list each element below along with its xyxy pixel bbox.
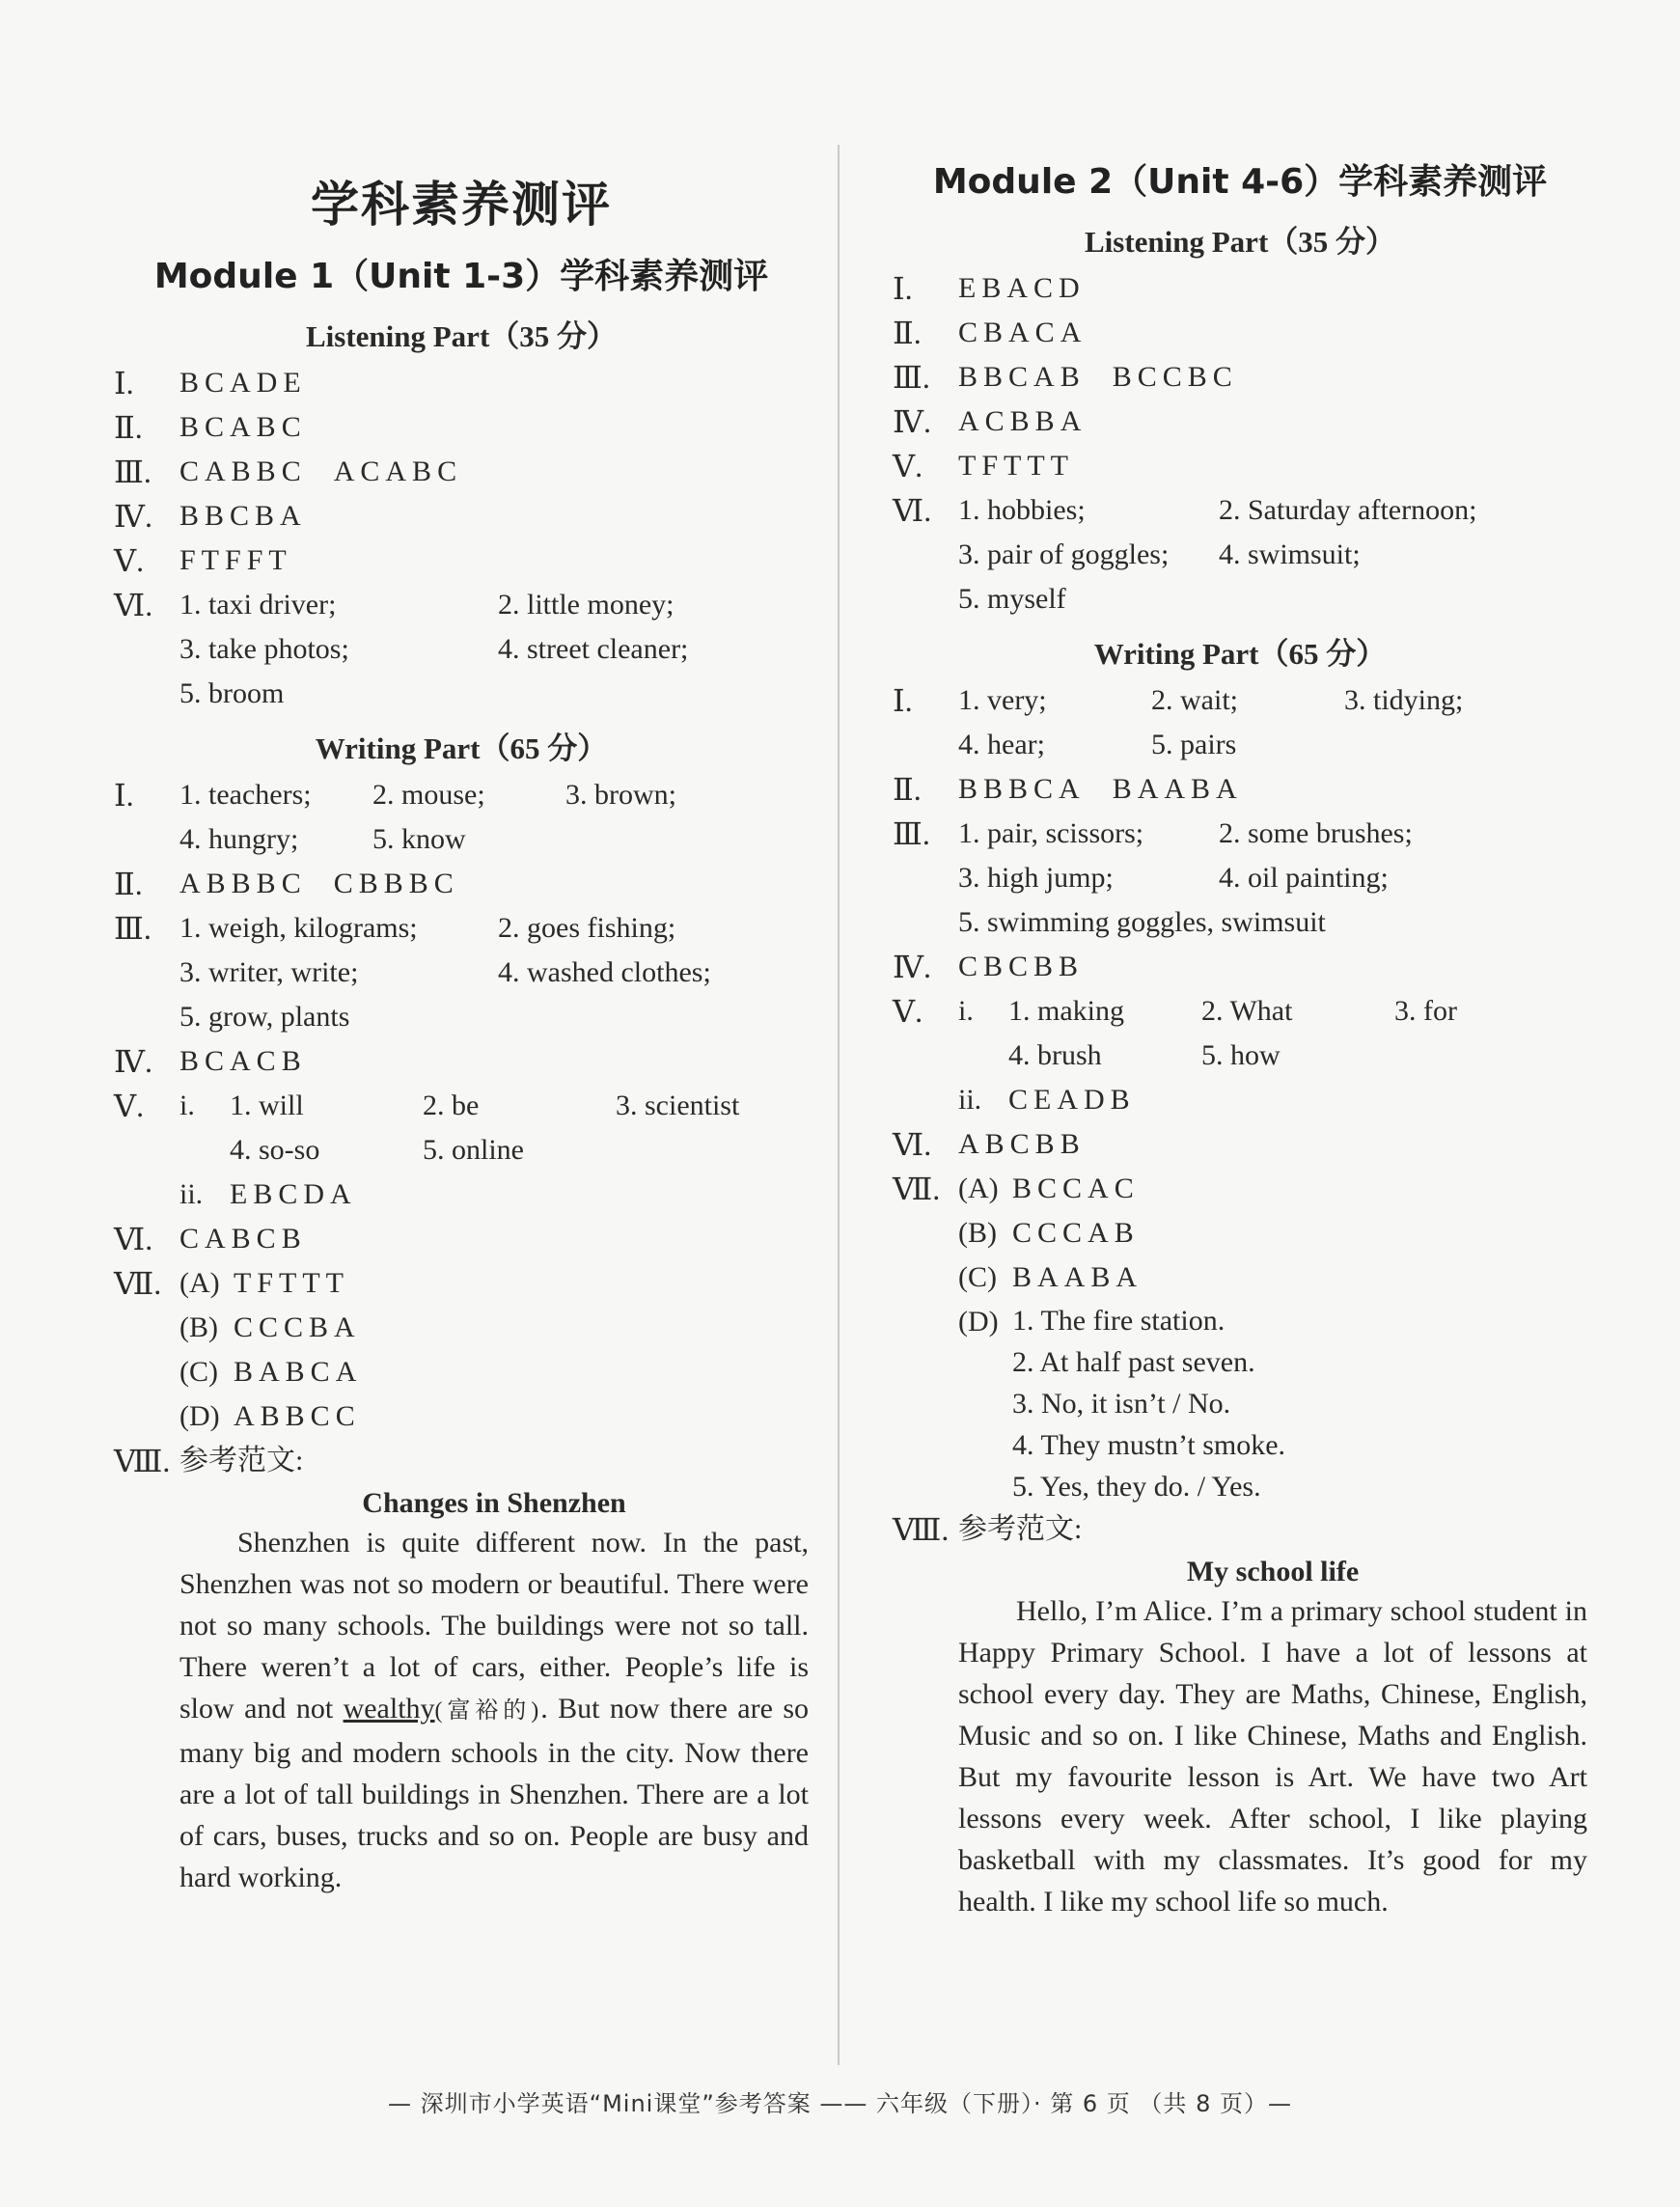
answer-text: CBBBC <box>333 868 459 899</box>
answer-item: 3. writer, write; <box>179 956 359 988</box>
question-number: Ⅲ. <box>893 816 930 851</box>
answer-item: 5. broom <box>179 677 285 709</box>
answer-item: 3. take photos; <box>179 633 349 665</box>
answer-text: CABCB <box>179 1223 307 1255</box>
answer-text: BBBCA <box>958 773 1086 805</box>
answer-row <box>114 1439 809 1483</box>
answer-item: 1. pair, scissors; <box>958 817 1144 849</box>
question-number: Ⅴ. <box>114 1089 145 1123</box>
question-number: Ⅶ. <box>114 1266 162 1301</box>
answer-text: BCABC <box>179 411 307 443</box>
answer-item: 1. The fire station. <box>1012 1305 1226 1337</box>
part-label: (D) <box>179 1400 220 1432</box>
answer-item: 3. scientist <box>616 1090 740 1121</box>
question-number: Ⅳ. <box>114 499 152 534</box>
module2-title: Module 2（Unit 4-6）学科素养测评 <box>932 162 1548 202</box>
sub-question-number: i. <box>179 1090 195 1121</box>
sample-essay <box>958 1556 1587 1922</box>
answer-item: 3. brown; <box>565 779 676 811</box>
answer-text: BBCBA <box>179 500 307 532</box>
essay-body: Hello, I’m Alice. I’m a primary school student in Happy Primary School. I have a lot of lessons at school every day. They are Maths, Chinese, English, Music and so on. I like Chinese, Maths and English. But my favourite lesson is Art. We have two Art lessons every week. After school, I like playing basketball with my classmates. It’s good for my health. I like my school life so much. <box>958 1595 1587 1917</box>
answer-item: 1. will <box>230 1090 304 1121</box>
part-label: (B) <box>179 1311 218 1343</box>
module1-listening-title: Listening Part（35 分） <box>305 319 618 353</box>
answer-item: 4. They mustn’t smoke. <box>1012 1429 1286 1461</box>
answer-text: BAABA <box>1112 773 1243 805</box>
answer-item: 1. taxi driver; <box>179 589 337 621</box>
answer-item: 2. What <box>1201 995 1293 1027</box>
sub-question-number: ii. <box>179 1178 204 1210</box>
answer-item: 5. online <box>423 1134 524 1166</box>
question-number: Ⅰ. <box>114 778 134 813</box>
sample-essay <box>179 1487 809 1898</box>
question-number: Ⅲ. <box>114 911 151 946</box>
question-number: Ⅱ. <box>893 772 922 807</box>
answer-text: ABBBC <box>179 868 307 899</box>
answer-text: EBCDA <box>230 1178 357 1210</box>
answer-item: 2. little money; <box>498 589 675 621</box>
right-column <box>893 145 1587 1922</box>
answer-item: 4. washed clothes; <box>498 956 711 988</box>
module2-listening-title: Listening Part（35 分） <box>1084 225 1396 259</box>
answer-item: 5. myself <box>958 583 1066 615</box>
answer-text: EBACD <box>958 272 1086 304</box>
answer-row <box>114 862 809 906</box>
answer-text: ABCBB <box>958 1128 1086 1160</box>
part-label: (A) <box>958 1172 999 1204</box>
question-number: Ⅱ. <box>114 867 143 901</box>
page-title: 学科素养测评 <box>311 177 612 233</box>
answer-text: BAABA <box>1012 1261 1143 1293</box>
answer-text: ACABC <box>333 455 463 487</box>
answer-item: 1. teachers; <box>179 779 312 811</box>
answer-item: 3. high jump; <box>958 862 1114 894</box>
part-label: (D) <box>958 1306 999 1338</box>
answer-item: 2. goes fishing; <box>498 912 676 944</box>
answer-text: FTFFT <box>179 544 292 576</box>
answer-item: 3. No, it isn’t / No. <box>1012 1388 1231 1420</box>
answer-row <box>893 1507 1587 1552</box>
answer-row <box>114 405 809 450</box>
answer-row <box>893 1167 1587 1507</box>
answer-text: CBCBB <box>958 951 1085 982</box>
answer-item: 5. Yes, they do. / Yes. <box>1012 1471 1261 1503</box>
question-number: Ⅵ. <box>893 493 932 528</box>
word-gloss: (富裕的) <box>434 1698 541 1724</box>
question-number: Ⅰ. <box>893 271 913 306</box>
question-number: Ⅴ. <box>114 543 145 578</box>
answer-item: 2. At half past seven. <box>1012 1346 1255 1378</box>
answer-row <box>114 1039 809 1084</box>
question-number: Ⅲ. <box>114 455 151 489</box>
answer-text: CCCAB <box>1012 1217 1140 1249</box>
question-number: Ⅳ. <box>893 950 931 984</box>
question-number: Ⅱ. <box>114 410 143 445</box>
answer-item: 2. Saturday afternoon; <box>1219 494 1477 526</box>
answer-row <box>114 1261 809 1439</box>
answer-row <box>114 494 809 538</box>
answer-row <box>893 945 1587 989</box>
answer-item: 5. grow, plants <box>179 1001 350 1033</box>
answer-row <box>893 767 1587 812</box>
answer-row <box>114 1217 809 1261</box>
question-number: Ⅳ. <box>893 404 931 439</box>
sub-question-number: ii. <box>958 1084 982 1116</box>
part-label: (C) <box>179 1356 218 1388</box>
answer-item: 1. weigh, kilograms; <box>179 912 418 944</box>
answer-row <box>114 538 809 583</box>
answer-text: BCCBC <box>1112 361 1238 393</box>
sample-essay-label: 参考范文: <box>179 1445 304 1476</box>
answer-item: 3. pair of goggles; <box>958 538 1170 570</box>
answer-item: 4. swimsuit; <box>1219 538 1361 570</box>
sub-question-number: i. <box>958 995 974 1027</box>
question-number: Ⅲ. <box>893 360 930 395</box>
answer-item: 1. very; <box>958 684 1047 716</box>
answer-item: 2. be <box>423 1090 480 1121</box>
module2-writing-title: Writing Part（65 分） <box>1093 637 1387 671</box>
answer-item: 4. hear; <box>958 729 1045 760</box>
answer-row <box>893 444 1587 488</box>
answer-item: 1. making <box>1008 995 1124 1027</box>
answer-item: 5. how <box>1201 1039 1281 1071</box>
answer-item: 5. know <box>372 823 466 855</box>
essay-title: Changes in Shenzhen <box>362 1487 626 1519</box>
answer-row <box>893 488 1587 621</box>
answer-row <box>893 266 1587 311</box>
essay-body: Shenzhen is quite different now. In the past, Shenzhen was not so modern or beautiful. There were not so many schools. The buildings were not so tall. There weren’t a lot of cars, either. People’s life is slow and not wealthy(富裕的). But now there are so many big and modern schools in the city. Now there are a lot of tall buildings in Shenzhen. There are a lot of cars, buses, trucks and so on. People are busy and hard working. <box>179 1527 810 1893</box>
answer-item: 2. wait; <box>1151 684 1238 716</box>
question-number: Ⅰ. <box>893 683 913 718</box>
question-number: Ⅳ. <box>114 1044 152 1079</box>
answer-item: 1. hobbies; <box>958 494 1086 526</box>
answer-text: TFTTT <box>234 1267 349 1299</box>
column-divider <box>838 145 840 2065</box>
answer-text: CBACA <box>958 317 1088 348</box>
answer-row <box>893 400 1587 444</box>
answer-item: 2. some brushes; <box>1219 817 1413 849</box>
question-number: Ⅵ. <box>114 1222 153 1256</box>
part-label: (C) <box>958 1261 997 1293</box>
answer-row <box>893 678 1587 767</box>
question-number: Ⅵ. <box>893 1127 932 1162</box>
answer-row <box>893 812 1587 945</box>
answer-text: ACBBA <box>958 405 1088 437</box>
answer-text: CEADB <box>1008 1084 1136 1116</box>
answer-text: BCADE <box>179 367 307 399</box>
part-label: (A) <box>179 1267 220 1299</box>
question-number: Ⅴ. <box>893 994 923 1029</box>
answer-text: BCACB <box>179 1045 307 1077</box>
answer-item: 4. so-so <box>230 1134 320 1166</box>
answer-item: 5. pairs <box>1151 729 1237 760</box>
answer-row <box>114 450 809 494</box>
answer-row <box>893 989 1587 1122</box>
module1-writing-title: Writing Part（65 分） <box>315 731 608 765</box>
answer-item: 3. for <box>1394 995 1457 1027</box>
page-footer: — 深圳市小学英语“Mini课堂”参考答案 —— 六年级（下册）· 第 6 页 （共 8 页）— <box>388 2090 1292 2117</box>
sample-essay-label: 参考范文: <box>958 1513 1083 1545</box>
answer-text: CCCBA <box>234 1311 361 1343</box>
answer-row <box>893 355 1587 400</box>
module1-title: Module 1（Unit 1-3）学科素养测评 <box>153 257 769 296</box>
answer-text: CABBC <box>179 455 307 487</box>
question-number: Ⅵ. <box>114 588 153 622</box>
left-column <box>114 145 809 1898</box>
answer-row <box>114 1084 809 1217</box>
part-label: (B) <box>958 1217 997 1249</box>
answer-text: TFTTT <box>958 450 1074 482</box>
answer-row <box>114 361 809 405</box>
question-number: Ⅰ. <box>114 366 134 400</box>
answer-text: BBCAB <box>958 361 1086 393</box>
answer-item: 4. street cleaner; <box>498 633 689 665</box>
question-number: Ⅱ. <box>893 316 922 350</box>
answer-item: 4. hungry; <box>179 823 299 855</box>
answer-text: BCCAC <box>1012 1172 1140 1204</box>
question-number: Ⅴ. <box>893 449 923 483</box>
answer-item: 5. swimming goggles, swimsuit <box>958 906 1326 938</box>
answer-item: 4. oil painting; <box>1219 862 1389 894</box>
answer-text: ABBCC <box>234 1400 361 1432</box>
question-number: Ⅷ. <box>114 1444 171 1478</box>
answer-row <box>893 311 1587 355</box>
answer-item: 3. tidying; <box>1344 684 1464 716</box>
question-number: Ⅶ. <box>893 1172 941 1206</box>
answer-text: BABCA <box>234 1356 363 1388</box>
answer-item: 4. brush <box>1008 1039 1102 1071</box>
answer-row <box>114 773 809 862</box>
underlined-word: wealthy <box>343 1693 435 1724</box>
answer-row <box>114 583 809 716</box>
essay-title: My school life <box>1186 1556 1360 1587</box>
question-number: Ⅷ. <box>893 1512 950 1547</box>
answer-row <box>893 1122 1587 1167</box>
answer-row <box>114 906 809 1039</box>
answer-item: 2. mouse; <box>372 779 485 811</box>
